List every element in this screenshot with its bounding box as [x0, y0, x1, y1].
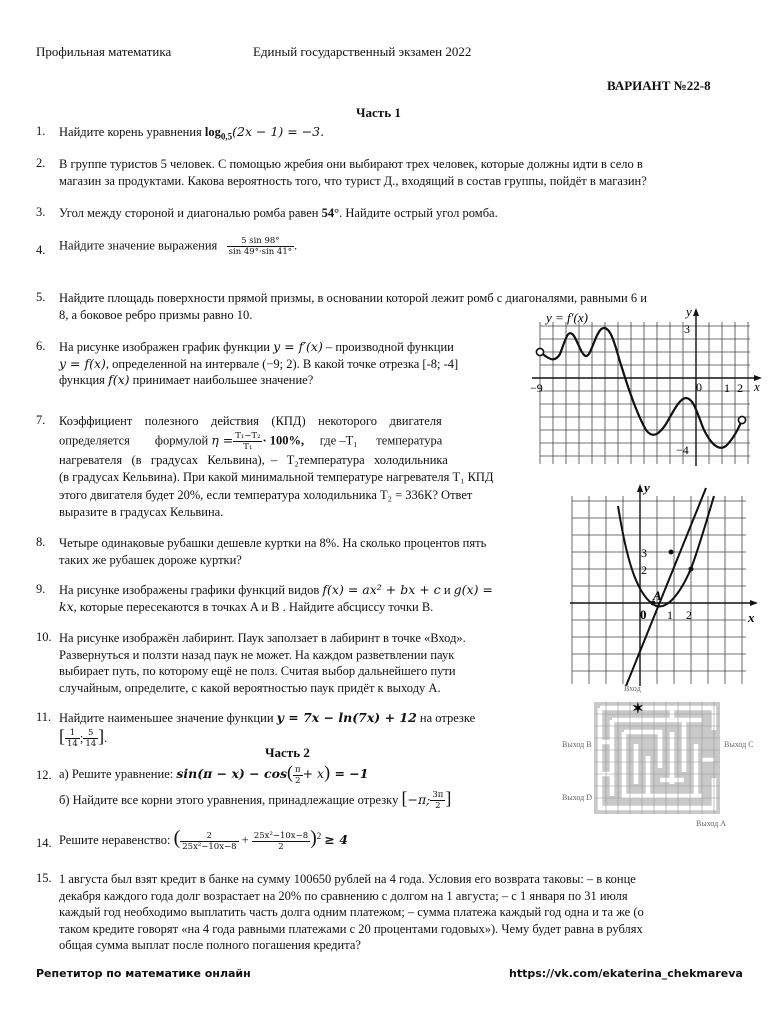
task-15-line-1: 1 августа был взят кредит в банке на сумму 100650 рублей на 4 года. Условия его возврата таковы: – в конце: [59, 872, 636, 886]
task-12-b-d: 2: [435, 801, 441, 812]
part2-title: Часть 2: [265, 745, 310, 760]
graph2-y-label: y: [644, 480, 650, 495]
task-15-line-2: декабря каждого года долг возрастает на 20% по сравнению с долгом на 1 августа; – с 1 января по 31 июля: [59, 888, 628, 903]
task-5-number: 5.: [36, 290, 46, 304]
graph1-label-two: 2: [737, 381, 743, 395]
maze-exit-c: Выход C: [724, 740, 754, 749]
task-6-l1m: y = f′(x): [273, 339, 323, 354]
derivative-grid: [540, 322, 750, 464]
maze-entry-label: Вход: [624, 684, 641, 693]
task-14-d1: 25x²−10x−8: [182, 841, 237, 852]
task-9-l1m2: g(x) =: [453, 582, 493, 597]
task-14-text: Решите неравенство: ( $\frac{2}{\text{25x²−10x−8}}$ + $\frac{\text{25x²−10x−8}}{2}$ )$^2$ ≥ 4: [59, 827, 348, 852]
task-12-a-d: 2: [295, 775, 301, 786]
task-10-line-3: выбирает путь, по которому ещё не полз. Считая выбор дальнейшего пути: [59, 664, 456, 678]
subject-label: Профильная математика: [36, 44, 172, 59]
task-2-line-2: магазин за продуктами. Какова вероятность того, что турист Д., входящий в состав группы, пойдёт в магазин?: [59, 173, 647, 188]
task-8-text: [59, 535, 486, 568]
task-8-line-2: таких же рубашек дороже куртки?: [59, 552, 242, 567]
task-10-line-2: Развернуться и ползти назад паук не может. На каждом разветвлении паук: [59, 647, 455, 662]
task-15-text: [59, 871, 644, 954]
y-axis-arrow: [693, 308, 699, 316]
task-10-line-4: случайным, определите, с какой вероятностью паук придёт к выходу А.: [59, 680, 441, 695]
graph1-title: y = f′(x): [546, 310, 588, 325]
task-8-line-1: Четыре одинаковые рубашки дешевле куртки на 8%. На сколько процентов пять: [59, 536, 487, 550]
graph1-label-m4: −4: [676, 443, 689, 457]
task-2-line-1: В группе туристов 5 человек. С помощью жребия они выбирают трех человек, которые должны идти в село в: [59, 157, 643, 171]
task-14-n1: 2: [180, 831, 238, 842]
task-6-number: 6.: [36, 339, 46, 353]
task-11-n2: 5: [83, 728, 98, 739]
maze-exit-a: Выход А: [696, 819, 727, 828]
task-5-line-2: 8, а боковое ребро призмы равно 10.: [59, 307, 253, 322]
task-1-prompt: Найдите корень уравнения: [59, 125, 205, 139]
task-12-b-math: −π;: [407, 791, 431, 807]
graph2-label-A: A: [653, 588, 662, 603]
task-12-text: а) Решите уравнение: sin(π − x) − cos( $\frac{\pi}{2}$ + x) = −1 б) Найдите все корни этого уравнения, принадлежащие отрезку [−π; $\frac{3\pi}{2}$ ]: [59, 762, 452, 812]
task-12-b-label: б) Найдите все корни этого уравнения, принадлежащие отрезку: [59, 792, 402, 807]
task-11-text: Найдите наименьшее значение функции y = 7x − ln(7x) + 12 на отрезке [ $\frac{1}{14}$ ; $\frac{5}{14}$ ].: [59, 710, 476, 750]
task-10-text: [59, 630, 466, 696]
point-intersect-B: [669, 550, 674, 555]
task-3-number: 3.: [36, 205, 46, 219]
task-11-function: y = 7x − ln(7x) + 12: [276, 710, 417, 725]
task-1-log-base: 0,5: [220, 131, 233, 142]
task-4-prompt: Найдите значение выражения: [59, 238, 218, 253]
task-10-number: 10.: [36, 630, 52, 644]
task-14-frac-1: [180, 831, 238, 852]
task-5-line-1: Найдите площадь поверхности прямой призмы, в основании которой лежит ромб с диагоналями, равными 6 и: [59, 291, 647, 305]
graph2-label-one: 1: [667, 608, 673, 622]
task-4-number: 4.: [36, 243, 46, 257]
task-7-l2a: определяется формулой: [59, 432, 212, 447]
graph1-label-m9: −9: [530, 381, 543, 395]
task-11-l1a: Найдите наименьшее значение функции: [59, 711, 277, 725]
task-7-line-5: этого двигателя будет 20%, если температура холодильника T₂ = 336К? Ответ: [59, 487, 473, 502]
task-12-a-label: а) Решите уравнение:: [59, 767, 177, 781]
task-15-line-4: таком кредите говорят «на 4 года равными платежами с 20 процентами годовых»). Чему будет равна в рублях: [59, 921, 643, 936]
task-10-line-1: На рисунке изображён лабиринт. Паук заползает в лабиринт в точке «Вход».: [59, 631, 466, 645]
task-6-l1a: На рисунке изображен график функции: [59, 340, 274, 354]
graph2-label-y2: 2: [641, 563, 647, 577]
task-7-l2c: где –T₁ температура: [304, 432, 443, 447]
task-6-l2b: , определенной на интервале (−9; 2). В какой точке отрезка [-8; -4]: [105, 356, 459, 371]
task-9-l2b: , которые пересекаются в точках A и B . Найдите абсциссу точки B.: [73, 599, 434, 614]
task-3-angle: 54°: [321, 206, 340, 220]
task-11-d1: 14: [67, 739, 78, 750]
task-4-period: .: [294, 238, 298, 253]
footer-left: Репетитор по математике онлайн: [36, 967, 251, 980]
graph1-label-zero: 0: [696, 380, 702, 394]
task-2-number: 2.: [36, 156, 46, 170]
graph1-x-label: x: [754, 379, 760, 394]
task-15-line-5: общая сумма выплат после полного погашения кредита?: [59, 938, 361, 952]
task-15-number: 15.: [36, 871, 52, 885]
maze-exit-b: Выход B: [562, 740, 592, 749]
graph2-label-y3: 3: [641, 546, 647, 560]
task-4-text: [59, 236, 297, 257]
graph2-label-zero: 0: [640, 607, 647, 622]
task-9-l1a: На рисунке изображены графики функций видов: [59, 583, 323, 597]
task-7-line-6: выразите в градусах Кельвина.: [59, 505, 224, 519]
task-2-text: [59, 156, 647, 189]
exam-title: Единый государственный экзамен 2022: [253, 44, 472, 59]
intersection-graph: [566, 476, 766, 688]
task-12-b-frac: [430, 790, 445, 811]
task-7-number: 7.: [36, 413, 46, 427]
task-14-label: Решите неравенство:: [59, 833, 174, 848]
task-12-b-n: 3π: [432, 790, 444, 801]
task-6-l3b: принимает наибольшее значение?: [129, 373, 314, 387]
x-axis-2-arrow: [750, 600, 758, 606]
graph1-label-one: 1: [724, 381, 730, 395]
task-6-l3a: функция: [59, 373, 109, 387]
task-1-equation: (2x − 1) = −3.: [232, 124, 325, 139]
part1-title: Часть 1: [356, 105, 401, 120]
task-12-number: 12.: [36, 768, 52, 782]
maze: [594, 702, 720, 814]
task-1-text: [59, 124, 324, 145]
task-7-fnum: T₁−T₂: [235, 430, 261, 441]
task-15-line-3: каждый год необходимо выплатить часть долга одним платежом; – сумма платежа каждый год одна и та же (о: [59, 905, 644, 919]
parabola: [618, 496, 714, 606]
task-11-l1b: на отрезке: [416, 711, 476, 725]
task-14-rhs: ≥ 4: [324, 832, 348, 848]
task-3-question: . Найдите острый угол ромба.: [339, 206, 498, 220]
task-14-number: 14.: [36, 836, 52, 850]
derivative-graph: [528, 306, 764, 468]
task-11-d2: 14: [85, 739, 97, 750]
graph1-label-three: 3: [684, 322, 690, 336]
open-point-right: [738, 416, 745, 423]
spider-entry-icon: ✶: [632, 702, 644, 717]
task-4-denominator: sin 49°·sin 41°: [228, 247, 292, 257]
task-11-frac-1: [65, 728, 80, 749]
task-7-fden: T₁: [243, 441, 253, 452]
task-11-n1: 1: [65, 728, 80, 739]
task-7-line-4: (в градусах Кельвина). При какой минимальной температуре нагревателя T₁ КПД: [59, 470, 494, 484]
maze-exit-d: Выход D: [562, 793, 593, 802]
footer-link[interactable]: https://vk.com/ekaterina_chekmareva: [509, 967, 743, 980]
task-12-a-math2: + x: [302, 766, 325, 781]
task-4-fraction: [227, 236, 294, 257]
task-9-l1m: f(x) = ax² + bx + c: [322, 582, 441, 597]
task-8-number: 8.: [36, 535, 46, 549]
task-6-l1b: – производной функции: [322, 340, 454, 354]
task-1-number: 1.: [36, 124, 46, 138]
task-1-log: log: [204, 125, 221, 139]
task-9-l2m: kx: [59, 598, 74, 614]
task-3-prompt: Угол между стороной и диагональю ромба равен: [59, 206, 322, 220]
task-9-text: [59, 582, 554, 615]
y-axis-2-arrow: [637, 484, 643, 492]
point-parabola: [689, 567, 694, 572]
task-7-line-3: нагревателя (в градусах Кельвина), – T₂температура холодильника: [59, 452, 448, 467]
graph2-label-two: 2: [686, 608, 692, 622]
task-6-l3m: f(x): [108, 372, 130, 387]
open-point-left: [536, 348, 543, 355]
task-3-text: [59, 205, 498, 222]
task-14-n2: 25x²−10x−8: [253, 830, 309, 841]
task-12-a-frac: [293, 765, 303, 786]
task-12-a-math1: sin(π − x) − cos: [176, 766, 287, 781]
task-14-d2: 2: [278, 841, 284, 852]
task-9-l1b: и: [440, 583, 454, 597]
task-4-numerator: 5 sin 98°: [227, 236, 294, 247]
task-12-a-math3: = −1: [330, 766, 369, 781]
task-6-text: [59, 339, 519, 389]
task-12-a-n: π: [295, 764, 301, 775]
graph2-x-label: x: [748, 610, 755, 625]
task-7-fraction: [233, 431, 262, 452]
task-11-number: 11.: [36, 710, 52, 724]
task-7-l2b: · 100%,: [262, 432, 305, 447]
task-9-number: 9.: [36, 582, 46, 596]
task-7-eta: η =: [211, 431, 234, 447]
task-7-line-1: Коэффициент полезного действия (КПД) некоторого двигателя: [59, 414, 442, 428]
graph1-y-label: y: [686, 306, 692, 319]
task-6-l2a: y = f(x): [59, 355, 106, 371]
task-11-frac-2: [83, 728, 98, 749]
task-7-text: [59, 413, 554, 522]
variant-title: ВАРИАНТ №22-8: [607, 78, 711, 93]
task-14-frac-2: [252, 831, 310, 852]
